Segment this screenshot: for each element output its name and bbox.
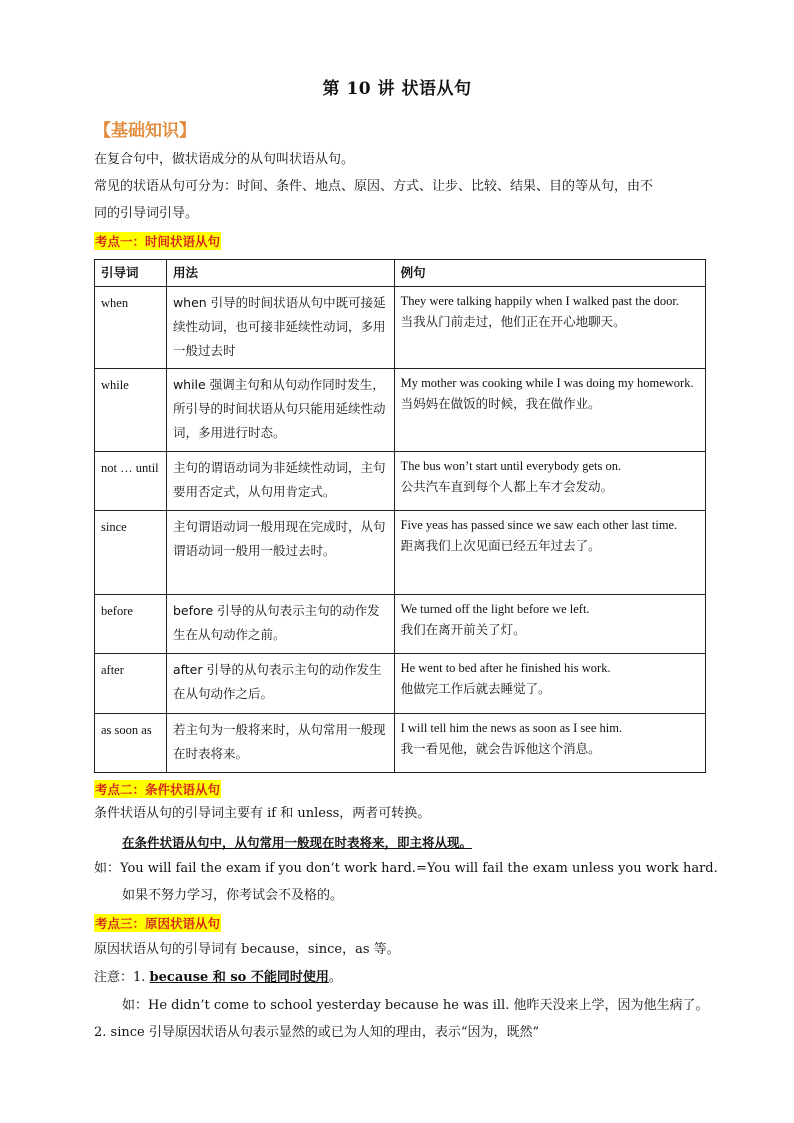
section-header: 【基础知识】 [94,121,196,141]
point2-line-1: 条件状语从句的引导词主要有 if 和 unless，两者可转换。 [94,806,431,821]
table-row [95,714,706,773]
row-word: not … until [95,452,167,511]
table-row [95,452,706,511]
row-word: since [95,511,167,595]
example-zh: 他做完工作后就去睡觉了。 [400,681,551,696]
note-bold: because 和 so 不能同时使用 [149,970,329,985]
row-usage: when 引导的时间状语从句中既可接延续性动词，也可接非延续性动词，多用一般过去时 [166,287,394,369]
row-usage: 主句谓语动词一般用现在完成时，从句谓语动词一般用一般过去时。 [166,511,394,595]
row-word: as soon as [95,714,167,773]
point3-line-1: 原因状语从句的引导词有 because，since，as 等。 [94,942,400,957]
example-zh: 我一看见他，就会告诉他这个消息。 [400,741,601,756]
example-zh: 当我从门前走过，他们正在开心地聊天。 [400,314,626,329]
intro-line-1: 在复合句中，做状语成分的从句叫状语从句。 [94,152,355,167]
row-example [394,714,705,773]
row-example [394,595,705,654]
note-suffix: 。 [328,970,342,985]
point2-heading: 考点二：条件状语从句 [95,782,221,797]
example-zh: 公共汽车直到每个人都上车才会发动。 [400,479,614,494]
table-row [95,595,706,654]
intro-line-3: 同的引导词引导。 [94,206,199,221]
example-en: My mother was cooking while I was doing my homework. [400,376,694,390]
table-row [95,511,706,595]
row-word: when [95,287,167,369]
point1-heading: 考点一：时间状语从句 [95,234,221,249]
point2-translation: 如果不努力学习，你考试会不及格的。 [122,888,344,903]
table-header: 例句 [394,260,705,287]
point3-heading: 考点三：原因状语从句 [95,916,221,931]
row-usage: 主句的谓语动词为非延续性动词，主句要用否定式，从句用肯定式。 [166,452,394,511]
intro-line-2: 常见的状语从句可分为：时间、条件、地点、原因、方式、让步、比较、结果、目的等从句，由不 [94,179,654,194]
point2-rule: 在条件状语从句中，从句常用一般现在时表将来，即主将从现。 [122,835,473,850]
point3-example: 如：He didn’t come to school yesterday because he was ill. 他昨天没来上学，因为他生病了。 [122,998,709,1013]
example-en: Five yeas has passed since we saw each other last time. [400,518,678,532]
page-title: 第 10 讲 状语从句 [322,79,472,99]
table-row [95,369,706,452]
example-zh: 我们在离开前关了灯。 [400,622,526,637]
note-prefix: 注意：1. [94,970,150,985]
example-zh: 当妈妈在做饭的时候，我在做作业。 [400,396,601,411]
row-usage: after 引导的从句表示主句的动作发生在从句动作之后。 [166,654,394,714]
row-example [394,511,705,595]
example-zh: 距离我们上次见面已经五年过去了。 [400,538,601,553]
row-example [394,369,705,452]
example-en: We turned off the light before we left. [400,602,590,616]
example-en: They were talking happily when I walked past the door. [400,294,679,308]
table-row [95,287,706,369]
row-usage: 若主句为一般将来时，从句常用一般现在时表将来。 [166,714,394,773]
table-header: 引导词 [95,260,167,287]
row-usage: while 强调主句和从句动作同时发生，所引导的时间状语从句只能用延续性动词，多用进行时态。 [166,369,394,452]
row-usage: before 引导的从句表示主句的动作发生在从句动作之前。 [166,595,394,654]
row-word: before [95,595,167,654]
row-example [394,287,705,369]
row-word: while [95,369,167,452]
example-en: I will tell him the news as soon as I see him. [400,721,623,735]
example-en: The bus won’t start until everybody gets on. [400,459,622,473]
row-word: after [95,654,167,714]
point3-note [94,968,342,988]
row-example [394,452,705,511]
table-row [95,654,706,714]
table-header-row [95,260,706,287]
time-clause-table [94,259,706,773]
table-header: 用法 [166,260,394,287]
example-en: He went to bed after he finished his work. [400,661,611,675]
row-example [394,654,705,714]
point2-example: 如：You will fail the exam if you don’t work hard.=You will fail the exam unless you work hard. [94,861,718,876]
point3-line-2: 2. since 引导原因状语从句表示显然的或已为人知的理由，表示“因为，既然” [94,1025,540,1040]
